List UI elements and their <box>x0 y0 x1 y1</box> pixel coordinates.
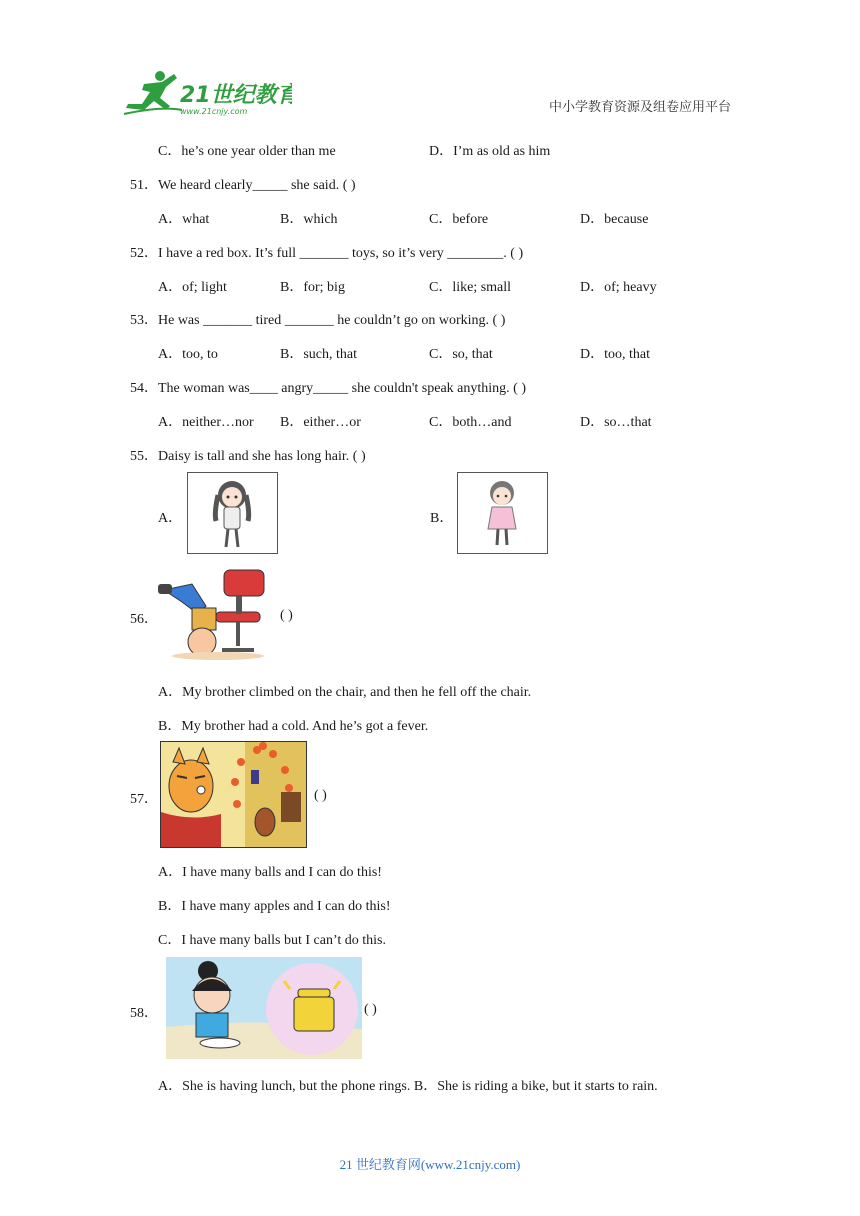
q58-girl-lunch-phone-image <box>166 957 362 1059</box>
q57-answer-paren: ( ) <box>314 788 327 803</box>
q54-option-c: C．both…and <box>429 415 512 430</box>
q53-option-c: C．so, that <box>429 347 493 362</box>
q58-number: 58． <box>130 1006 158 1021</box>
q53-stem: 53．He was _______ tired _______ he couldn’t go on working. ( ) <box>130 313 506 328</box>
q56-number: 56． <box>130 612 158 627</box>
q53-option-d: D．too, that <box>580 347 650 362</box>
q56-option-b: B．My brother had a cold. And he’s got a fever. <box>158 719 429 734</box>
q57-option-c: C．I have many balls but I can’t do this. <box>158 933 386 948</box>
q55-stem: 55．Daisy is tall and she has long hair. ( ) <box>130 449 366 464</box>
header-platform-text: 中小学教育资源及组卷应用平台 <box>549 99 732 114</box>
q57-option-a: A．I have many balls and I can do this! <box>158 865 382 880</box>
q54-option-a: A．neither…nor <box>158 415 254 430</box>
q51-option-a: A．what <box>158 212 210 227</box>
q56-option-a: A．My brother climbed on the chair, and then he fell off the chair. <box>158 685 532 700</box>
q51-stem: 51．We heard clearly_____ she said. ( ) <box>130 178 356 193</box>
q53-option-b: B．such, that <box>280 347 357 362</box>
q54-option-d: D．so…that <box>580 415 652 430</box>
logo-subtext: www.21cnjy.com <box>180 107 248 116</box>
q50-option-d: D．I’m as old as him <box>429 144 551 159</box>
runner-logo-icon <box>122 70 292 118</box>
site-logo <box>122 70 292 118</box>
q55-option-a-label: A． <box>158 511 183 526</box>
q58-answer-paren: ( ) <box>364 1002 377 1017</box>
q55-girl-short-hair-image <box>457 472 548 554</box>
q53-option-a: A．too, to <box>158 347 218 362</box>
q56-boy-fell-off-chair-image <box>158 566 268 660</box>
q54-option-b: B．either…or <box>280 415 361 430</box>
logo-text: 21世纪教育 <box>180 83 292 108</box>
q51-option-d: D．because <box>580 212 649 227</box>
q56-answer-paren: ( ) <box>280 608 293 623</box>
q54-stem: 54．The woman was____ angry_____ she couldn't speak anything. ( ) <box>130 381 526 396</box>
footer-site-link[interactable]: 21 世纪教育网(www.21cnjy.com) <box>339 1157 521 1172</box>
q52-option-d: D．of; heavy <box>580 280 657 295</box>
q52-option-b: B．for; big <box>280 280 345 295</box>
q52-option-a: A．of; light <box>158 280 227 295</box>
q51-option-c: C．before <box>429 212 489 227</box>
q51-option-b: B．which <box>280 212 338 227</box>
q55-option-b-label: B． <box>430 511 454 526</box>
q55-girl-long-hair-image <box>187 472 278 554</box>
q50-option-c: C．he’s one year older than me <box>158 144 336 159</box>
q57-option-b: B．I have many apples and I can do this! <box>158 899 391 914</box>
q57-tiger-juggling-image <box>160 741 307 848</box>
q58-options: A．She is having lunch, but the phone rings. B．She is riding a bike, but it starts to rain. <box>158 1079 658 1094</box>
q52-option-c: C．like; small <box>429 280 512 295</box>
q52-stem: 52．I have a red box. It’s full _______ toys, so it’s very ________. ( ) <box>130 246 524 261</box>
q57-number: 57． <box>130 792 158 807</box>
